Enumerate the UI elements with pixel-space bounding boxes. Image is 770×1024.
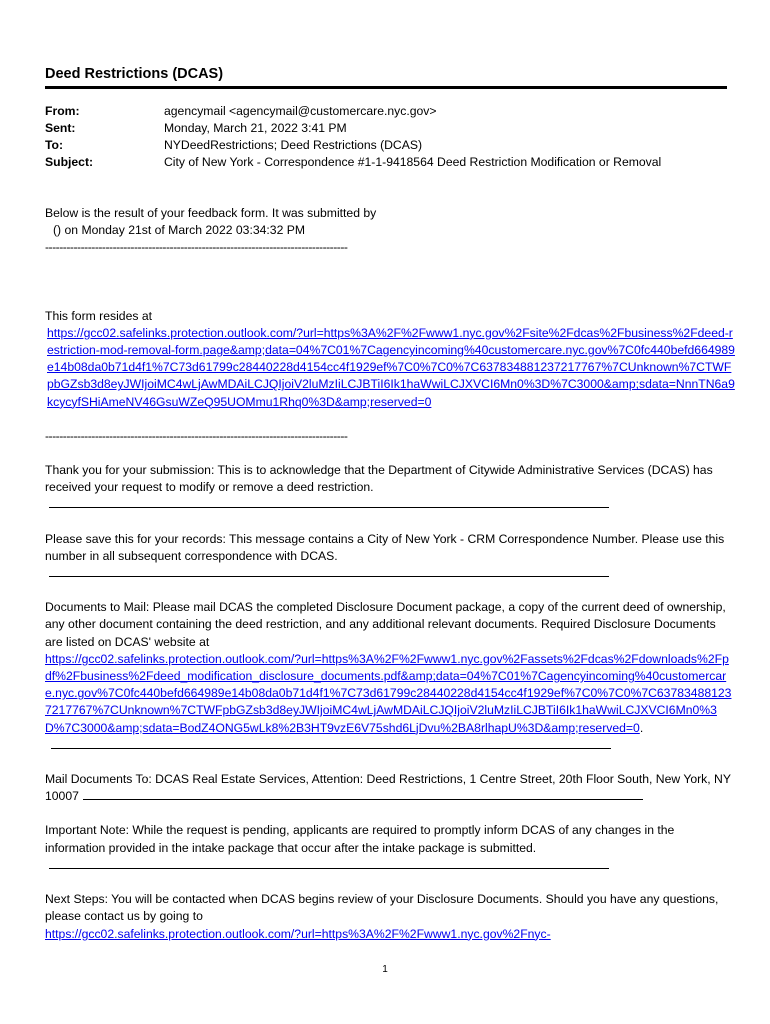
header-to-value: NYDeedRestrictions; Deed Restrictions (DCAS) xyxy=(164,138,423,152)
header-label: Sent: xyxy=(45,121,76,135)
page-number: 1 xyxy=(382,964,388,975)
email-title: Deed Restrictions (DCAS) xyxy=(45,66,224,82)
intro-line-1: Below is the result of your feedback form. It was submitted by xyxy=(45,206,377,220)
blank-underline xyxy=(49,506,609,508)
header-label: To: xyxy=(45,138,64,152)
email-body xyxy=(45,205,735,943)
header-from-value: agencymail <agencymail@customercare.nyc.gov> xyxy=(164,104,437,118)
header-sent-row xyxy=(45,120,735,137)
mail-documents-paragraph xyxy=(45,771,735,805)
disclosure-documents-link[interactable]: https://gcc02.safelinks.protection.outlook.com/?url=https%3A%2F%2Fwww1.nyc.gov%2Fassets%2Fdcas%2Fdownloads%2Fpdf%2Fbusiness%2Fdeed_modification_disclosure_documents.pdf&amp;data=04%7C01%7Cagencyincoming%40customercare.nyc.gov%7C0fc440befd664989e14b08da0b71d4f1%7C73d61799c28440228d4154cc4f1929ef%7C0%7C0%7C637834881237217767%7CUnknown%7CTWFpbGZsb3d8eyJWIjoiMC4wLjAwMDAiLCJQIjoiV2luMzIiLCJBTiI6Ik1haWwiLCJXVCI6Mn0%3D%7C3000&amp;sdata=BodZ4ONG5wLk8%2B3HT9vzE6V75shd6LjDvu%2BA8rlhapU%3D&amp;reserved=0 xyxy=(45,651,732,735)
header-label: Subject: xyxy=(45,155,94,169)
mail-documents-text: Mail Documents To: DCAS Real Estate Services, Attention: Deed Restrictions, 1 Centre Street, 20th Floor South, New York, NY 10007 xyxy=(45,772,731,804)
header-subject-row xyxy=(45,154,735,171)
separator-dashes: ------------------------------------------------------------------------------------- xyxy=(45,428,348,443)
email-headers xyxy=(45,103,735,171)
next-steps-text: Next Steps: You will be contacted when DCAS begins review of your Disclosure Documents. Should you have any questions, please contact us by going to xyxy=(45,892,719,924)
link-period: . xyxy=(639,720,644,735)
header-from-row xyxy=(45,103,735,120)
blank-underline xyxy=(49,575,609,577)
header-sent-value: Monday, March 21, 2022 3:41 PM xyxy=(164,121,347,135)
thank-you-text: Thank you for your submission: This is to acknowledge that the Department of Citywide Administrative Services (DCAS) has received your request to modify or remove a deed restriction. xyxy=(45,463,713,495)
header-subject-value: City of New York - Correspondence #1-1-9418564 Deed Restriction Modification or Removal xyxy=(164,155,662,169)
documents-to-mail-text: Documents to Mail: Please mail DCAS the completed Disclosure Document package, a copy of the current deed of ownership, any other document containing the deed restriction, and any additional relevant documents. Required Disclosure Documents are listed on DCAS' website at xyxy=(45,600,726,649)
header-to-row xyxy=(45,137,735,154)
documents-to-mail-paragraph xyxy=(45,599,735,754)
form-resides-label: This form resides at xyxy=(45,308,153,323)
title-divider xyxy=(45,86,727,89)
intro-line-2: () on Monday 21st of March 2022 03:34:32 PM xyxy=(53,223,306,238)
blank-underline xyxy=(51,747,611,749)
separator-dashes: ------------------------------------------------------------------------------------- xyxy=(45,240,348,255)
thank-you-paragraph xyxy=(45,462,735,514)
important-note-text: Important Note: While the request is pending, applicants are required to promptly inform DCAS of any changes in the information provided in the intake package that occur after the intake package is submitted. xyxy=(45,823,675,855)
form-page-link[interactable]: https://gcc02.safelinks.protection.outlook.com/?url=https%3A%2F%2Fwww1.nyc.gov%2Fsite%2Fdcas%2Fbusiness%2Fdeed-restriction-mod-removal-form.page&amp;data=04%7C01%7Cagencyincoming%40customercare.nyc.gov%7C0fc440befd664989e14b08da0b71d4f1%7C73d61799c28440228d4154cc4f1929ef%7C0%7C0%7C637834881237217767%7CUnknown%7CTWFpbGZsb3d8eyJWIjoiMC4wLjAwMDAiLCJQIjoiV2luMzIiLCJBTiI6Ik1haWwiLCJXVCI6Mn0%3D%7C3000&amp;sdata=NnnTN6a9kcycyfSHiAmeNV46GsuWZeQ95UOMmu1Rhq0%3D&amp;reserved=0 xyxy=(47,325,735,409)
save-records-paragraph xyxy=(45,531,735,583)
contact-link[interactable]: https://gcc02.safelinks.protection.outlook.com/?url=https%3A%2F%2Fwww1.nyc.gov%2Fnyc- xyxy=(45,926,551,941)
save-records-text: Please save this for your records: This message contains a City of New York - CRM Correspondence Number. Please use this number in all subsequent correspondence with DCAS. xyxy=(45,531,725,563)
next-steps-paragraph xyxy=(45,891,735,943)
blank-underline xyxy=(83,798,643,800)
important-note-paragraph xyxy=(45,822,735,874)
blank-underline xyxy=(49,867,609,869)
header-label: From: xyxy=(45,104,80,118)
